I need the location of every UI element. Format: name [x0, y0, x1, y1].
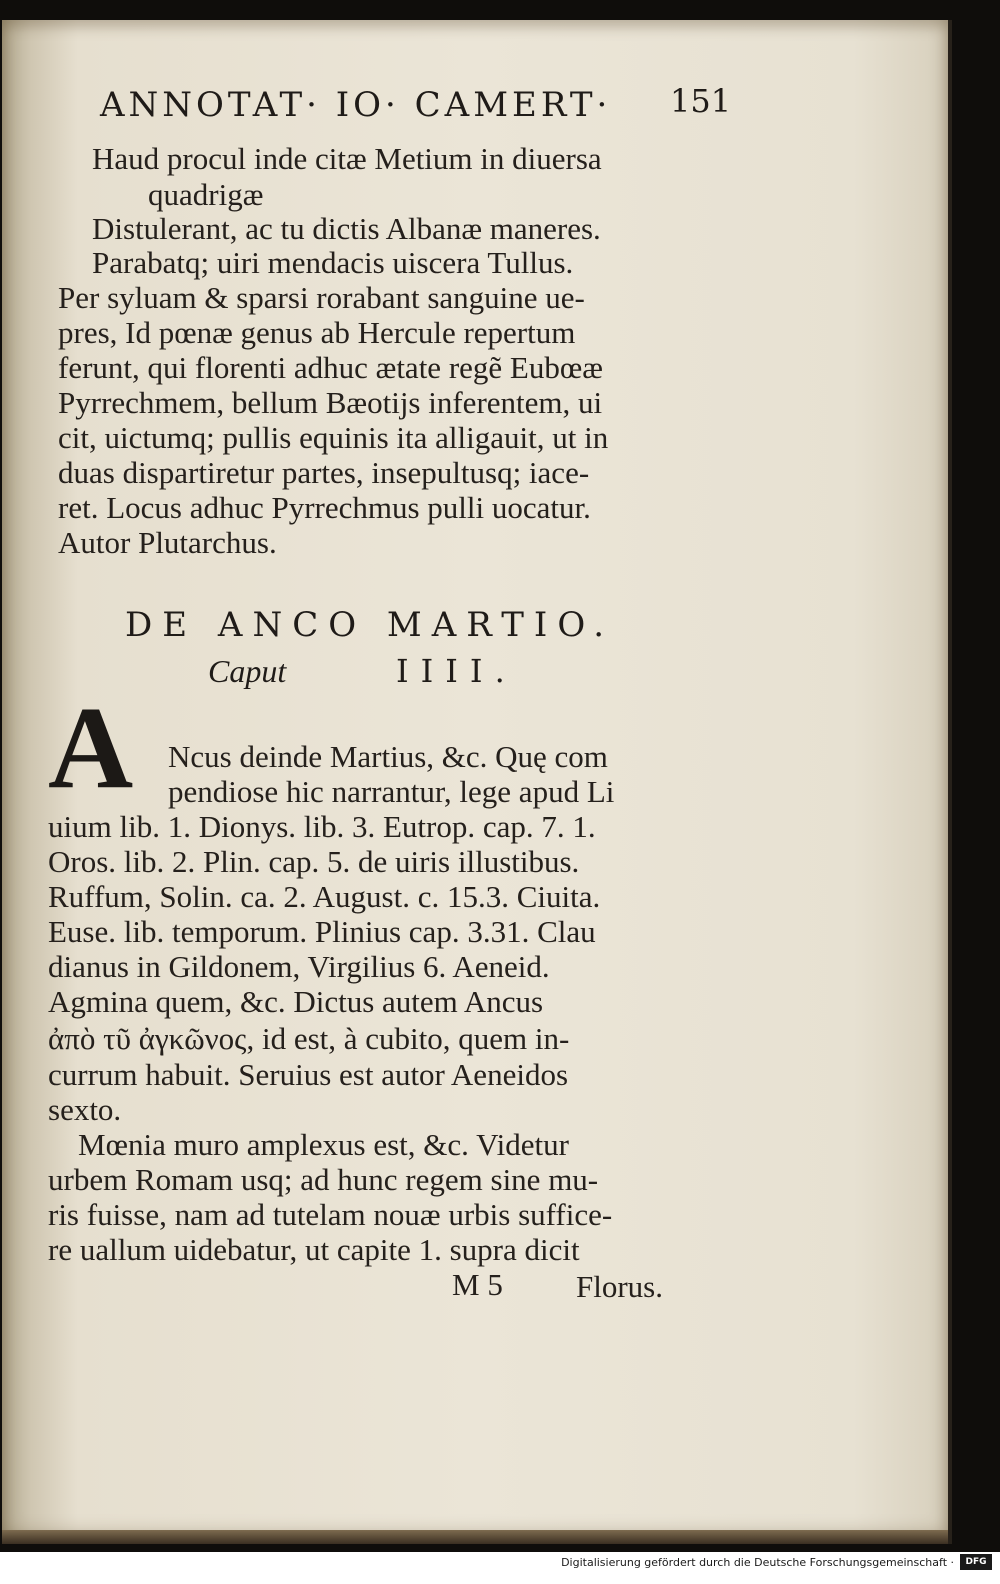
verse-line: Parabatq; uiri mendacis uiscera Tullus.	[92, 245, 574, 280]
catchword: Florus.	[576, 1269, 663, 1304]
commentary-line: Ncus deinde Martius, &c. Quę com	[168, 739, 608, 774]
chapter-number: IIII.	[396, 652, 517, 690]
commentary-line: cit, uictumq; pullis equinis ita alligauit, ut in	[58, 420, 609, 455]
verse-line: quadrigæ	[148, 177, 264, 212]
commentary-line: ferunt, qui florenti adhuc ætate regẽ Eubœæ	[58, 350, 603, 385]
commentary-line: urbem Romam usq; ad hunc regem sine mu-	[48, 1162, 599, 1197]
page-edge	[2, 1530, 948, 1544]
commentary-line: Per syluam & sparsi rorabant sanguine ue-	[58, 280, 585, 315]
commentary-line: Pyrrechmem, bellum Bæotijs inferentem, ui	[58, 385, 603, 420]
commentary-line: dianus in Gildonem, Virgilius 6. Aeneid.	[48, 949, 550, 984]
commentary-line: Ruffum, Solin. ca. 2. August. c. 15.3. Ciuita.	[48, 879, 601, 914]
digitization-credit: Digitalisierung gefördert durch die Deutsche Forschungsgemeinschaft ·	[561, 1556, 954, 1569]
signature-mark: M 5	[452, 1267, 503, 1302]
commentary-line: re uallum uidebatur, ut capite 1. supra dicit	[48, 1232, 580, 1267]
commentary-line: sexto.	[48, 1092, 122, 1127]
commentary-line: pendiose hic narrantur, lege apud Li	[168, 774, 615, 809]
commentary-line: uium lib. 1. Dionys. lib. 3. Eutrop. cap. 7. 1.	[48, 809, 596, 844]
chapter-caput-label: Caput	[208, 653, 287, 689]
verse-line: Distulerant, ac tu dictis Albanæ maneres.	[92, 211, 601, 246]
greek-commentary-line: ἀπὸ τῦ ἀγκῶνος, id est, à cubito, quem in-	[48, 1021, 570, 1056]
commentary-line: currum habuit. Seruius est autor Aeneidos	[48, 1057, 569, 1092]
commentary-line: Agmina quem, &c. Dictus autem Ancus	[48, 984, 544, 1019]
commentary-line: Euse. lib. temporum. Plinius cap. 3.31. Clau	[48, 914, 596, 949]
chapter-title: DE ANCO MARTIO.	[125, 605, 615, 645]
verse-line: Haud procul inde citæ Metium in diuersa	[92, 141, 602, 176]
folio-number: 151	[670, 82, 732, 120]
commentary-line: Oros. lib. 2. Plin. cap. 5. de uiris illustibus.	[48, 844, 580, 879]
commentary-line: pres, Id pœnæ genus ab Hercule repertum	[58, 315, 576, 350]
running-head: ANNOTAT· IO· CAMERT·	[100, 85, 612, 125]
commentary-line: Mœnia muro amplexus est, &c. Videtur	[78, 1127, 569, 1162]
commentary-line: Autor Plutarchus.	[58, 525, 277, 560]
commentary-line: ris fuisse, nam ad tutelam nouæ urbis suffice-	[48, 1197, 613, 1232]
dfg-logo: DFG	[960, 1554, 992, 1570]
commentary-line: duas dispartiretur partes, insepultusq; iace-	[58, 455, 590, 490]
drop-initial: A	[48, 682, 134, 813]
commentary-line: ret. Locus adhuc Pyrrechmus pulli uocatur.	[58, 490, 591, 525]
